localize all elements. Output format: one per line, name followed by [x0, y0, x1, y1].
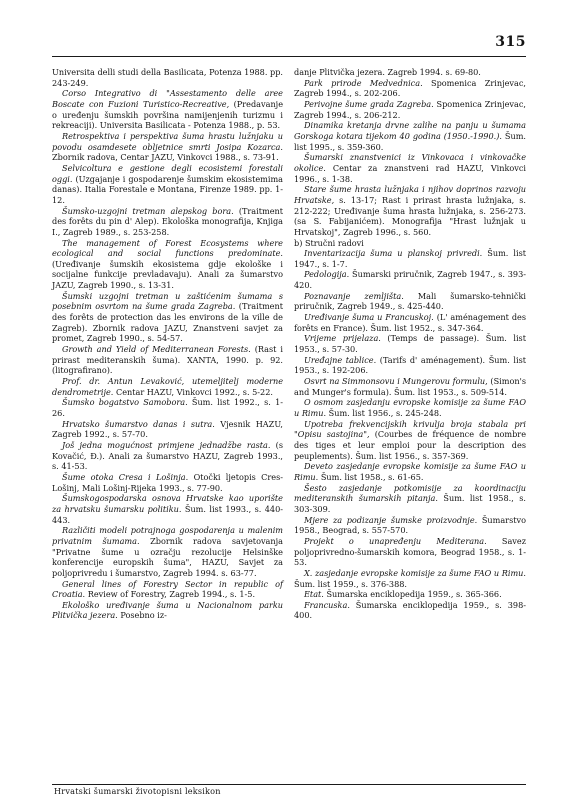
entry-title: Šume otoka Cresa i Lošinja.: [62, 471, 189, 482]
entry-title: Osvrt na Simmonsovu i Mungerovu formulu,: [304, 376, 488, 387]
entry-title: Etat.: [304, 589, 324, 600]
bibliography-entry: [294, 248, 526, 269]
entry-title: Park prirode Medvednica.: [304, 77, 423, 88]
entry-title: Mjere za podizanje šumske proizvodnje.: [304, 514, 478, 525]
entry-details: Posebno iz-: [117, 610, 167, 621]
entry-details: Šum. list 1958., s. 61-65.: [318, 471, 424, 482]
bibliography-entry: [52, 291, 283, 344]
entry-details: Šumarstvo 1958., Beograd, s. 557-570.: [294, 514, 526, 536]
entry-details: Centar za znanstveni rad HAZU, Vinkovci 1996., s. 1-38.: [294, 162, 526, 184]
entry-details: Šumarski priručnik, Zagreb 1947., s. 393-420.: [294, 269, 526, 291]
bibliography-entry: [52, 344, 283, 376]
entry-title: The management of Forest Ecosystems where ecological and social functions predominate.: [52, 237, 283, 259]
entry-details: (Predavanje o uređenju šumskih površina namijenjenih turizmu i rekreaciji). Universita Basilicata - Potenza 1988., p. 53.: [52, 98, 283, 131]
entry-title: Dinamika kretanja drvne zalihe na panju u šumama Gorskoga kotara tijekom 40 godina (1950.-1990.).: [294, 120, 526, 141]
bibliography-entry: [294, 600, 526, 621]
bibliography-entry: [52, 376, 283, 397]
bibliography-entry: [52, 67, 283, 88]
entry-details: Universita delli studi della Basilicata, Potenza 1988. pp. 243-249.: [52, 67, 283, 88]
entry-details: Vjesnik HAZU, Zagreb 1992., s. 57-70.: [52, 418, 283, 440]
entry-title: Šumskogospodarska osnova Hrvatske kao uporište za hrvatsku šumarsku politiku.: [52, 493, 283, 514]
bibliography-entry: [52, 206, 283, 238]
entry-details: Zbornik radova savjetovanja "Privatne šume u ozračju rezolucije Helsinške konferencije europskih šuma", HAZU, Savjet za poljoprivredu i šumarstvo, Zagreb 1994. s. 63-77.: [52, 535, 283, 578]
entry-details: Review of Forestry, Zagreb 1994., s. 1-5.: [85, 589, 256, 600]
bibliography-entry: [294, 419, 526, 462]
bibliography-entry: [294, 568, 526, 589]
entry-title: Prof. dr. Antun Levaković, utemeljitelj moderne dendrometrije.: [52, 376, 283, 397]
footer-rule: [52, 784, 526, 785]
left-column: [52, 67, 283, 621]
entry-details: (L' aménagement des forêts en France). Šum. list 1952., s. 347-364.: [294, 312, 526, 333]
entry-title: Uređajne tablice.: [304, 354, 377, 365]
entry-details: Spomenica Zrinjevac, Zagreb 1994., s. 206-212.: [294, 98, 526, 120]
entry-details: Šumarska enciklopedija 1959., s. 398-400.: [294, 599, 526, 621]
entry-details: b) Stručni radovi: [294, 237, 364, 248]
entry-details: (Simon's and Munger's formula). Šum. list 1953., s. 509-514.: [294, 376, 526, 397]
entry-title: Francuska.: [304, 599, 350, 610]
entry-title: Šumsko bogatstvo Samobora.: [62, 397, 188, 408]
entry-title: Različiti modeli potrajnoga gospodarenja u malenim privatnim šumama.: [52, 525, 283, 546]
footer-title: Hrvatski šumarski životopisni leksikon: [54, 786, 221, 796]
entry-details: Šum. list 1947., s. 1-7.: [294, 248, 527, 269]
entry-details: (s Kovačić, Đ.). Anali za šumarstvo HAZU, Zagreb 1993., s. 41-53.: [52, 439, 283, 472]
bibliography-entry: [52, 472, 283, 493]
entry-title: Upotreba frekvencijskih krivulja broja stabala pri "Opisu sastojina",: [294, 418, 526, 440]
entry-title: Selvicoltura e gestione degli ecosistemi forestali oggi.: [52, 162, 283, 184]
bibliography-entry: [52, 131, 283, 163]
bibliography-entry: [294, 397, 526, 418]
bibliography-entry: [294, 483, 526, 515]
entry-title: Šumsko-uzgojni tretman alepskog bora.: [62, 205, 234, 216]
entry-title: Perivojne šume grada Zagreba.: [304, 98, 434, 109]
entry-details: Mali šumarsko-tehnički priručnik, Zagreb 1949., s. 425-440.: [294, 290, 526, 312]
entry-title: X. zasjedanje evropske komisije za šume FAO u Rimu.: [304, 567, 526, 578]
entry-details: Spomenica Zrinjevac, Zagreb 1994., s. 202-206.: [294, 77, 526, 99]
bibliography-entry: [294, 99, 526, 120]
entry-details: (Temps de passage). Šum. list 1953., s. 57-30.: [294, 333, 526, 355]
bibliography-entry: [52, 419, 283, 440]
bibliography-entry: [294, 269, 526, 290]
entry-title: Inventarizacija šuma u planskoj privredi.: [304, 248, 483, 259]
right-column: [294, 67, 526, 621]
entry-details: (Traitment des forêts de protection das les environs de la ville de Zagreb). Zbornik radova JAZU, Znanstveni savjet za promet, Zagreb 1990., s. 54-57.: [52, 301, 283, 344]
entry-title: O osmom zasjedanju evropske komisije za šume FAO u Rimu.: [294, 397, 526, 418]
entry-title: Šesto zasjedanje potkomisije za koordinaciju mediteranskih šumarskih pitanja.: [294, 482, 526, 504]
entry-title: Growth and Yield of Mediterranean Forests.: [62, 344, 251, 355]
entry-title: Još jedna mogućnost primjene jednadžbe rasta.: [62, 439, 271, 450]
entry-title: Uređivanje šuma u Francuskoj.: [304, 312, 434, 323]
entry-details: Šum. list 1958., s. 303-309.: [294, 493, 526, 514]
entry-details: Šumarska enciklopedija 1959., s. 365-366.: [323, 589, 502, 600]
entry-title: Šumarski znanstvenici iz Vinkovaca i vinkovačke okolice.: [294, 152, 526, 173]
entry-title: Stare šume hrasta lužnjaka i njihov doprinos razvoju Hrvatske,: [294, 184, 526, 205]
bibliography-entry: [294, 515, 526, 536]
entry-title: Hrvatsko šumarstvo danas i sutra.: [62, 418, 215, 429]
bibliography-entry: [52, 88, 283, 131]
bibliography-entry: [52, 440, 283, 472]
entry-details: Šum. list 1993., s. 440-443.: [52, 503, 283, 525]
entry-details: danje Plitvička jezera. Zagreb 1994. s. 69-80.: [294, 67, 481, 77]
entry-details: Šum. list 1956., s. 245-248.: [326, 408, 442, 418]
bibliography-entry: [294, 152, 526, 184]
bibliography-entry: [52, 493, 283, 525]
bibliography-entry: [294, 536, 526, 568]
entry-title: Deveto zasjedanje evropske komisije za šume FAO u Rimu.: [294, 461, 526, 482]
bibliography-entry: [294, 333, 526, 354]
entry-details: Šum. list 1959., s. 376-388.: [294, 578, 407, 589]
page-number: 315: [495, 34, 526, 50]
bibliography-entry: [294, 589, 526, 600]
entry-title: Pedologija.: [304, 269, 350, 280]
entry-title: Vrijeme prijelaza.: [304, 333, 381, 344]
entry-title: Retrospektiva i perspektiva šuma hrastu lužnjaku u povodu osamdesete obljetnice smrti Josipa Kozarca.: [52, 130, 283, 152]
bibliography-entry: [294, 355, 526, 376]
bibliography-entry: [52, 579, 283, 600]
entry-details: (Uzgajanje i gospodarenje šumskim ekosistemima danas). Italia Forestale e Montana, Firenze 1989. pp. 1-12.: [52, 173, 283, 205]
entry-title: Projekt o unapređenju Mediterana.: [304, 535, 487, 546]
bibliography-entry: [52, 163, 283, 206]
bibliography-entry: [52, 238, 283, 291]
bibliography-entry: [294, 120, 526, 152]
entry-details: Centar HAZU, Vinkovci 1992., s. 5-22.: [113, 386, 273, 397]
entry-details: Šum. list 1995., s. 359-360.: [294, 130, 526, 152]
bibliography-entry: [52, 525, 283, 578]
bibliography-entry: [294, 291, 526, 312]
entry-title: Ekološko uređivanje šuma u Nacionalnom parku Plitvička jezera.: [52, 599, 283, 621]
bibliography-entry: [52, 600, 283, 621]
entry-details: (Rast i prirast mediteranskih šuma). XANTA, 1990. p. 92. (litografirano).: [52, 344, 283, 376]
entry-details: Otočki ljetopis Cres-Lošinj, Mali Lošinj-Rijeka 1993., s. 77-90.: [52, 471, 284, 493]
entry-details: (Courbes de fréquence de nombre des tiges et leur emploi pour la description des peuplements). Šum. list 1956., s. 357-369.: [294, 429, 526, 461]
bibliography-entry: [294, 461, 526, 482]
bibliography-entry: [294, 376, 526, 397]
entry-details: Savez poljoprivredno-šumarskih komora, Beograd 1958., s. 1-53.: [294, 535, 526, 568]
header-rule: [52, 56, 526, 57]
entry-title: Corso Integrativo di "Assestamento delle aree Boscate con Fuzioni Turistico-Recreative,: [52, 88, 283, 109]
entry-details: Šum. list 1992., s. 1-26.: [52, 397, 283, 418]
bibliography-entry: [294, 78, 526, 99]
entry-details: s. 13-17; Rast i prirast hrasta lužnjaka, s. 212-222; Uređivanje šuma hrasta lužnjaka, s. 256-273. (sa S. Fabijanićem). Monografija "Hrast lužnjak u Hrvatskoj", Zagreb 1996., s. 560.: [294, 194, 526, 237]
entry-details: Zbornik radova, Centar JAZU, Vinkovci 1988., s. 73-91.: [52, 152, 279, 163]
bibliography-entry: [294, 67, 526, 78]
entry-details: (Traitment des forêts du pin d' Alep). Ekološka monografija, Knjiga I., Zagreb 1989., s. 253-258.: [52, 205, 284, 237]
bibliography-entry: [52, 397, 283, 418]
section-heading: [294, 238, 526, 249]
bibliography-entry: [294, 312, 526, 333]
entry-details: (Tarifs d' aménagement). Šum. list 1953., s. 192-206.: [294, 354, 527, 376]
entry-title: Poznavanje zemljišta.: [304, 290, 404, 301]
entry-title: General lines of Forestry Sector in republic of Croatia.: [52, 578, 283, 600]
entry-details: (Uređivanje šumskih ekosistema gdje ekološke i socijalne funkcije prevladavaju). Anali za šumarstvo JAZU, Zagreb 1990., s. 13-31.: [52, 258, 283, 291]
bibliography-entry: [294, 184, 526, 237]
entry-title: Šumski uzgojni tretman u zaštićenim šumama s posebnim osvrtom na šume grada Zagreba.: [52, 290, 283, 312]
